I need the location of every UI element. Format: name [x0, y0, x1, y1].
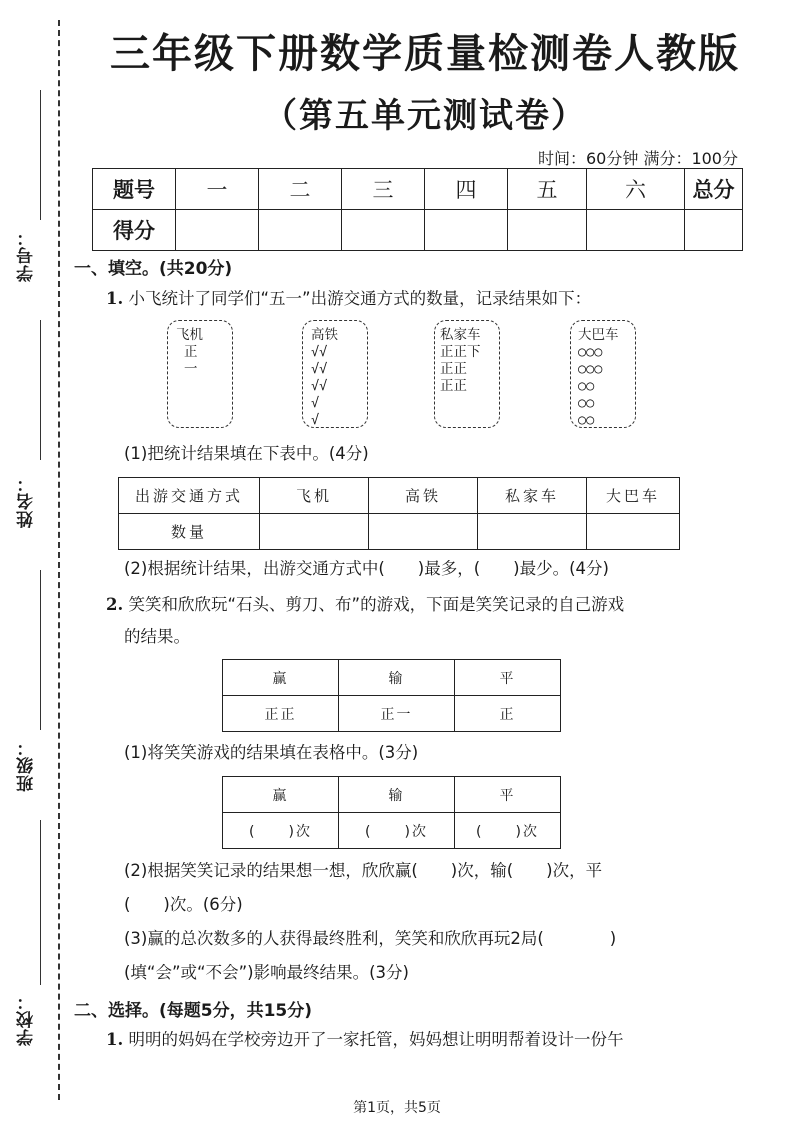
- score-cell-title: 题号: [93, 169, 176, 210]
- binding-dashed-line: [58, 20, 60, 1100]
- question-2-1: [106, 1029, 623, 1051]
- table-header-cell: 赢: [223, 660, 339, 696]
- score-cell-1: 一: [176, 169, 259, 210]
- page-title: 三年级下册数学质量检测卷人教版: [110, 31, 740, 77]
- class-line: [40, 570, 41, 730]
- tally-title: 大巴车: [578, 327, 619, 343]
- table-row-label: 数量: [119, 514, 260, 550]
- tally-line: √√: [311, 344, 328, 360]
- tally-line: √√: [311, 361, 328, 377]
- student-no-line: [40, 90, 41, 220]
- score-blank[interactable]: [176, 210, 259, 251]
- answer-cell[interactable]: ( )次: [223, 813, 339, 849]
- question-1-2-sub1: (1)将笑笑游戏的结果填在表格中。(3分): [124, 743, 419, 762]
- table-header-cell: 出游交通方式: [119, 478, 260, 514]
- student-no-label: 学号：: [17, 228, 37, 282]
- question-1-2-sub2-line1: (2)根据笑笑记录的结果想一想，欣欣赢( )次，输( )次，平: [124, 861, 603, 880]
- tally-line: 正正下: [440, 344, 481, 360]
- transport-table: [118, 477, 680, 550]
- school-label: 学校：: [17, 992, 37, 1046]
- question-1-1-sub1: (1)把统计结果填在下表中。(4分): [124, 444, 369, 463]
- table-header-cell: 赢: [223, 777, 339, 813]
- result-table: [222, 776, 561, 849]
- tally-title: 私家车: [440, 327, 481, 343]
- tally-line: 正正: [440, 361, 467, 377]
- tally-line: ○○○: [578, 361, 603, 377]
- question-number: 1.: [106, 1030, 124, 1049]
- question-text: 小飞统计了同学们“五一”出游交通方式的数量，记录结果如下：: [128, 289, 592, 308]
- score-blank[interactable]: [685, 210, 743, 251]
- school-line: [40, 820, 41, 985]
- class-label: 班级：: [17, 738, 37, 792]
- question-text: 明明的妈妈在学校旁边开了一家托管，妈妈想让明明帮着设计一份午: [128, 1030, 624, 1049]
- table-header-cell: 输: [339, 777, 455, 813]
- result-header-row: [223, 777, 561, 813]
- score-cell-5: 五: [508, 169, 587, 210]
- section2-heading: 二、选择。(每题5分，共15分): [74, 1001, 313, 1021]
- page-footer: 第1页，共5页: [353, 1100, 441, 1116]
- tally-box-plane: [167, 320, 233, 428]
- table-header-cell: 私家车: [478, 478, 587, 514]
- transport-header-row: [119, 478, 680, 514]
- table-header-cell: 大巴车: [587, 478, 680, 514]
- score-blank[interactable]: [259, 210, 342, 251]
- question-1-2: [106, 594, 624, 616]
- score-cell-4: 四: [425, 169, 508, 210]
- transport-count-row: [119, 514, 680, 550]
- score-blank[interactable]: [508, 210, 587, 251]
- time-info: 时间：60分钟 满分：100分: [538, 149, 738, 168]
- tally-title: 高铁: [311, 327, 338, 343]
- tally-line: 一: [184, 361, 198, 377]
- question-number: 2.: [106, 595, 124, 614]
- score-cell-2: 二: [259, 169, 342, 210]
- score-table-header-row: [93, 169, 743, 210]
- table-header-cell: 平: [455, 777, 561, 813]
- tally-box-train: [302, 320, 368, 428]
- record-table: [222, 659, 561, 732]
- table-header-cell: 飞机: [260, 478, 369, 514]
- table-header-cell: 高铁: [369, 478, 478, 514]
- table-header-cell: 输: [339, 660, 455, 696]
- tally-box-bus: [570, 320, 636, 428]
- answer-cell[interactable]: [478, 514, 587, 550]
- score-blank[interactable]: [342, 210, 425, 251]
- question-1-1-sub2: (2)根据统计结果，出游交通方式中( )最多，( )最少。(4分): [124, 559, 609, 578]
- answer-cell[interactable]: [260, 514, 369, 550]
- score-table: [92, 168, 743, 251]
- score-cell-total: 总分: [685, 169, 743, 210]
- table-cell: 正正: [223, 696, 339, 732]
- table-cell: 正一: [339, 696, 455, 732]
- tally-line: 正正: [440, 378, 467, 394]
- score-cell-6: 六: [587, 169, 685, 210]
- tally-line: ○○: [578, 412, 595, 428]
- tally-line: ○○: [578, 378, 595, 394]
- tally-line: √√: [311, 378, 328, 394]
- record-value-row: [223, 696, 561, 732]
- score-blank[interactable]: [425, 210, 508, 251]
- result-value-row: [223, 813, 561, 849]
- tally-title: 飞机: [176, 327, 203, 343]
- page-subtitle: （第五单元测试卷）: [263, 96, 587, 136]
- section1-heading: 一、填空。(共20分): [74, 259, 233, 279]
- tally-box-car: [434, 320, 500, 428]
- question-1-2-line2: 的结果。: [124, 627, 190, 646]
- tally-line: √: [311, 395, 320, 411]
- score-cell-3: 三: [342, 169, 425, 210]
- tally-line: √: [311, 412, 320, 428]
- table-header-cell: 平: [455, 660, 561, 696]
- tally-line: ○○: [578, 395, 595, 411]
- table-cell: 正: [455, 696, 561, 732]
- score-blank[interactable]: [587, 210, 685, 251]
- question-1-1: [106, 288, 591, 310]
- record-header-row: [223, 660, 561, 696]
- question-number: 1.: [106, 289, 124, 308]
- answer-cell[interactable]: [369, 514, 478, 550]
- tally-line: ○○○: [578, 344, 603, 360]
- answer-cell[interactable]: ( )次: [455, 813, 561, 849]
- answer-cell[interactable]: ( )次: [339, 813, 455, 849]
- question-text: 笑笑和欣欣玩“石头、剪刀、布”的游戏，下面是笑笑记录的自己游戏: [128, 595, 625, 614]
- question-1-2-sub2-line2: ( )次。(6分): [124, 895, 243, 914]
- answer-cell[interactable]: [587, 514, 680, 550]
- tally-line: 正: [184, 344, 198, 360]
- question-1-2-sub3-line2: (填“会”或“不会”)影响最终结果。(3分): [124, 963, 409, 982]
- name-label: 姓名：: [17, 474, 37, 528]
- score-row-label: 得分: [93, 210, 176, 251]
- score-table-score-row: [93, 210, 743, 251]
- question-1-2-sub3-line1: (3)赢的总次数多的人获得最终胜利，笑笑和欣欣再玩2局( ): [124, 929, 617, 948]
- name-line: [40, 320, 41, 460]
